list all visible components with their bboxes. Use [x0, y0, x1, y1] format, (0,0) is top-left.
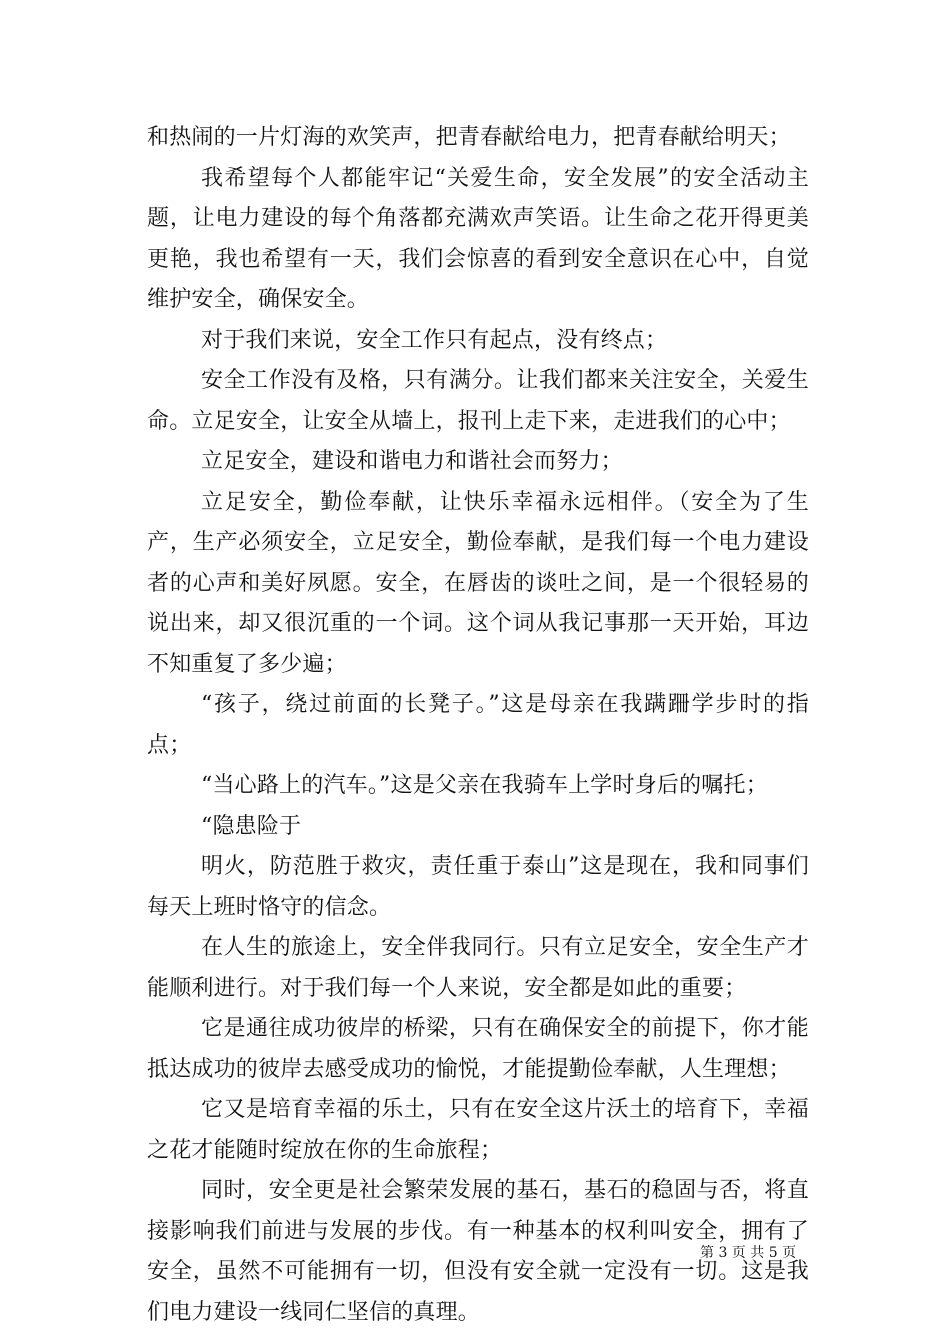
- document-body: [147, 118, 809, 1333]
- page-number: 第 3 页 共 5 页: [700, 1245, 797, 1261]
- paragraph: 它又是培育幸福的乐土，只有在安全这片沃土的培育下，幸福之花才能随时绽放在你的生命旅程；: [147, 1097, 809, 1163]
- paragraph: “隐患险于: [201, 813, 302, 839]
- paragraph: “孩子，绕过前面的长凳子。”这是母亲在我蹒跚学步时的指点；: [147, 692, 809, 758]
- paragraph: 对于我们来说，安全工作只有起点，没有终点；: [201, 327, 668, 353]
- paragraph: 在人生的旅途上，安全伴我同行。只有立足安全，安全生产才能顺利进行。对于我们每一个人来说，安全都是如此的重要；: [147, 935, 809, 1001]
- paragraph: 立足安全，勤俭奉献，让快乐幸福永远相伴。（安全为了生产，生产必须安全，立足安全，勤俭奉献，是我们每一个电力建设者的心声和美好夙愿。安全，在唇齿的谈吐之间，是一个很轻易的说出来，却又很沉重的一个词。这个词从我记事那一天开始，耳边不知重复了多少遍；: [147, 489, 809, 677]
- paragraph: 立足安全，建设和谐电力和谐社会而努力；: [201, 449, 623, 474]
- paragraph: 它是通往成功彼岸的桥梁，只有在确保安全的前提下，你才能抵达成功的彼岸去感受成功的愉悦，才能提勤俭奉献，人生理想；: [147, 1016, 809, 1082]
- paragraph: 我希望每个人都能牢记“关爱生命，安全发展”的安全活动主题，让电力建设的每个角落都充满欢声笑语。让生命之花开得更美更艳，我也希望有一天，我们会惊喜的看到安全意识在心中，自觉维护安全，确保安全。: [147, 165, 809, 312]
- paragraph: “当心路上的汽车。”这是父亲在我骑车上学时身后的嘱托；: [201, 773, 768, 798]
- paragraph: 同时，安全更是社会繁荣发展的基石，基石的稳固与否，将直接影响我们前进与发展的步伐。有一种基本的权利叫安全，拥有了安全，虽然不可能拥有一切，但没有安全就一定没有一切。这是我们电力建设一线同仁坚信的真理。: [147, 1178, 809, 1325]
- paragraph: 和热闹的一片灯海的欢笑声，把青春献给电力，把青春献给明天；: [147, 125, 791, 150]
- paragraph: 明火，防范胜于救灾，责任重于泰山”这是现在，我和同事们每天上班时恪守的信念。: [147, 854, 809, 920]
- paragraph: 安全工作没有及格，只有满分。让我们都来关注安全，关爱生命。立足安全，让安全从墙上，报刊上走下来，走进我们的心中；: [147, 368, 809, 434]
